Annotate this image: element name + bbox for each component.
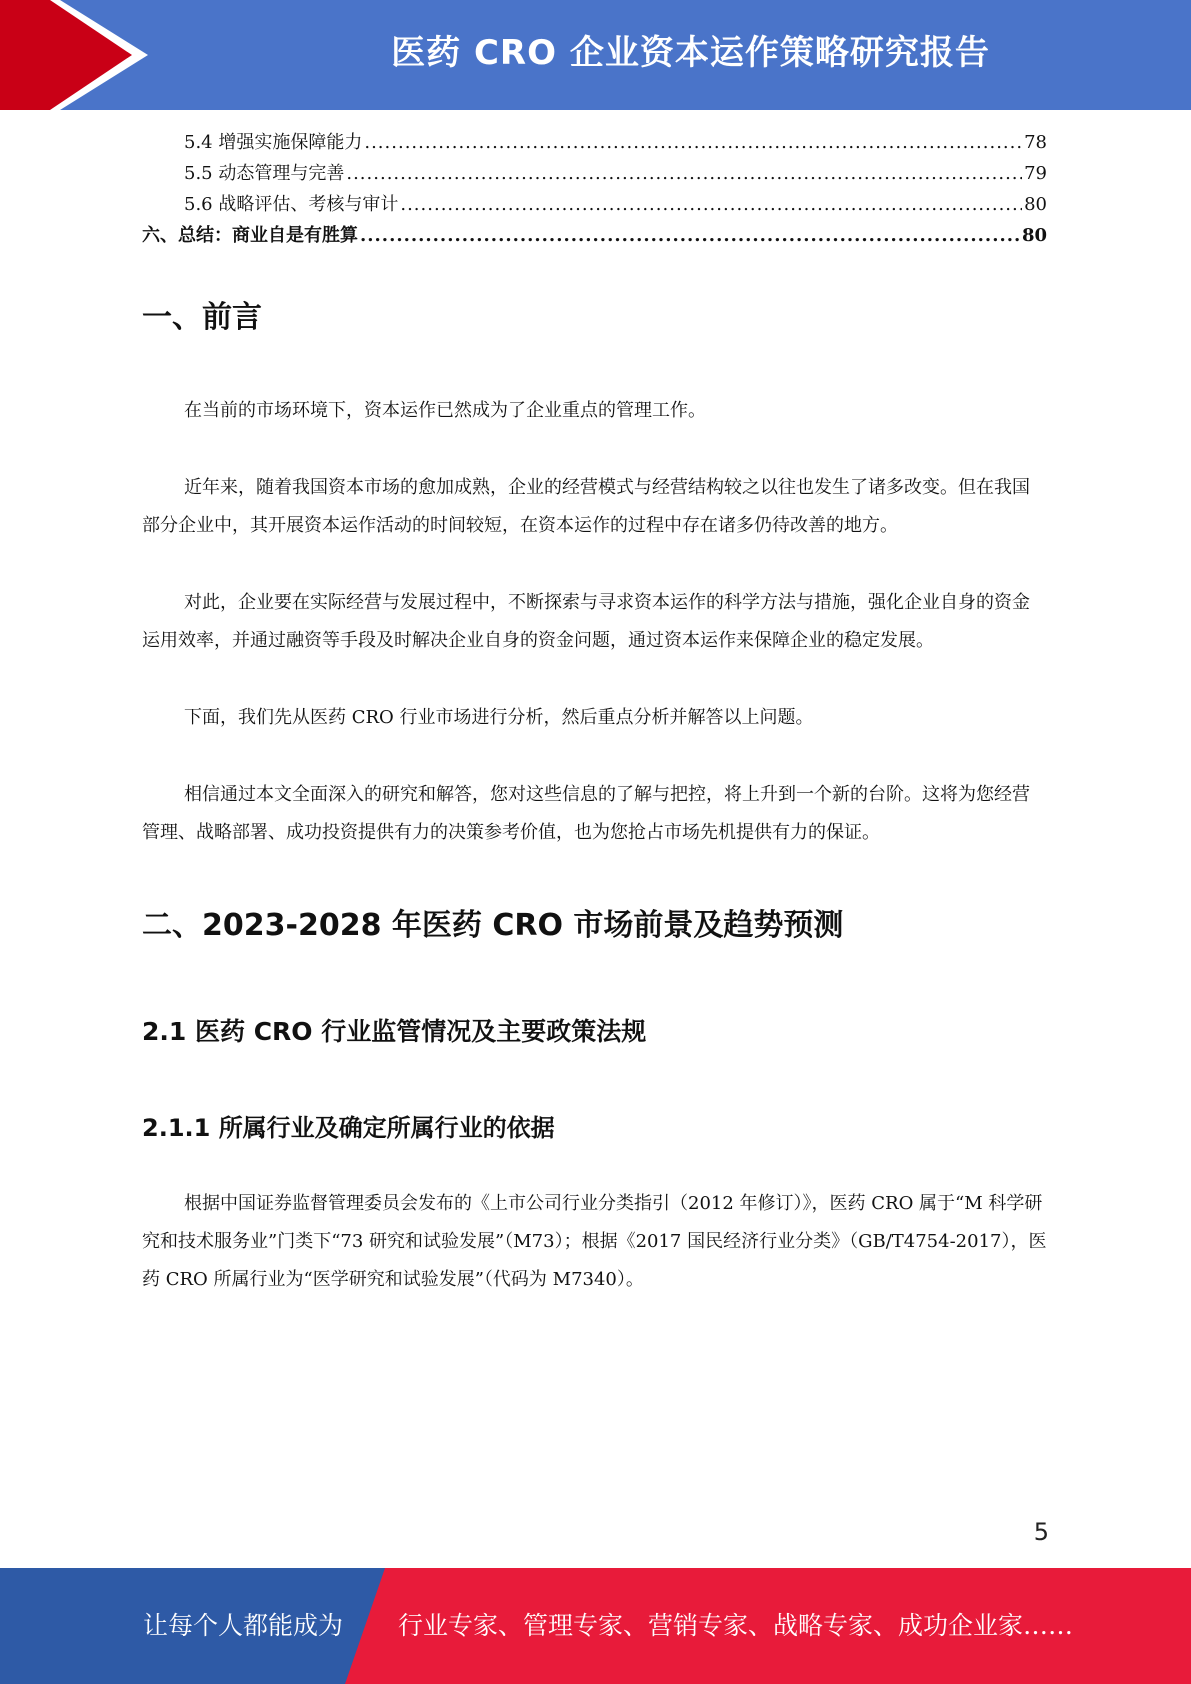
toc-leader-dots: [364, 132, 1022, 153]
toc-entry-label: 5.6 战略评估、考核与审计: [184, 194, 399, 215]
toc-entry-label: 六、总结：商业自是有胜算: [142, 225, 358, 246]
body-paragraph: 在当前的市场环境下，资本运作已然成为了企业重点的管理工作。: [184, 400, 706, 421]
toc-entry[interactable]: [142, 190, 1047, 221]
page-number: 5: [1033, 1518, 1049, 1546]
table-of-contents: [142, 128, 1047, 252]
header-banner: [0, 0, 1191, 110]
toc-entry[interactable]: [142, 128, 1047, 159]
body-paragraph: 相信通过本文全面深入的研究和解答，您对这些信息的了解与把控，将上升到一个新的台阶。这将为您经营管理、战略部署、成功投资提供有力的决策参考价值，也为您抢占市场先机提供有力的保证。: [142, 784, 1030, 843]
toc-leader-dots: [360, 225, 1020, 246]
toc-entry[interactable]: [142, 221, 1047, 252]
footer-banner: [0, 1568, 1191, 1684]
section-heading-market: 二、2023-2028 年医药 CRO 市场前景及趋势预测: [142, 908, 844, 943]
chevron-arrow-icon: [0, 0, 160, 110]
toc-entry-page: 79: [1024, 163, 1047, 184]
toc-entry-label: 5.5 动态管理与完善: [184, 163, 345, 184]
subsection-heading: 2.1 医药 CRO 行业监管情况及主要政策法规: [142, 1017, 647, 1046]
toc-leader-dots: [346, 163, 1022, 184]
page-content: [142, 128, 1047, 1299]
body-paragraph: 近年来，随着我国资本市场的愈加成熟，企业的经营模式与经营结构较之以往也发生了诸多改变。但在我国部分企业中，其开展资本运作活动的时间较短，在资本运作的过程中存在诸多仍待改善的地方。: [142, 477, 1030, 536]
toc-entry-page: 80: [1021, 225, 1047, 246]
toc-entry-label: 5.4 增强实施保障能力: [184, 132, 363, 153]
body-paragraph: 对此，企业要在实际经营与发展过程中，不断探索与寻求资本运作的科学方法与措施，强化企业自身的资金运用效率，并通过融资等手段及时解决企业自身的资金问题，通过资本运作来保障企业的稳定发展。: [142, 592, 1030, 651]
report-title: 医药 CRO 企业资本运作策略研究报告: [391, 33, 990, 73]
toc-leader-dots: [400, 194, 1022, 215]
section-heading-preface: 一、前言: [142, 300, 262, 335]
subsubsection-heading: 2.1.1 所属行业及确定所属行业的依据: [142, 1114, 555, 1142]
toc-entry-page: 80: [1024, 194, 1047, 215]
toc-entry-page: 78: [1024, 132, 1047, 153]
footer-slogan-left: 让每个人都能成为: [143, 1611, 344, 1640]
footer-slogan-right: 行业专家、管理专家、营销专家、战略专家、成功企业家……: [398, 1611, 1074, 1640]
toc-entry[interactable]: [142, 159, 1047, 190]
body-paragraph: 根据中国证券监督管理委员会发布的《上市公司行业分类指引（2012 年修订）》，医药 CRO 属于“M 科学研究和技术服务业”门类下“73 研究和试验发展”（M73）；根据《2017 国民经济行业分类》（GB/T4754-2017），医药 CRO 所属行业为“医学研究和试验发展”（代码为 M7340）。: [142, 1193, 1047, 1290]
body-paragraph: 下面，我们先从医药 CRO 行业市场进行分析，然后重点分析并解答以上问题。: [184, 707, 814, 728]
